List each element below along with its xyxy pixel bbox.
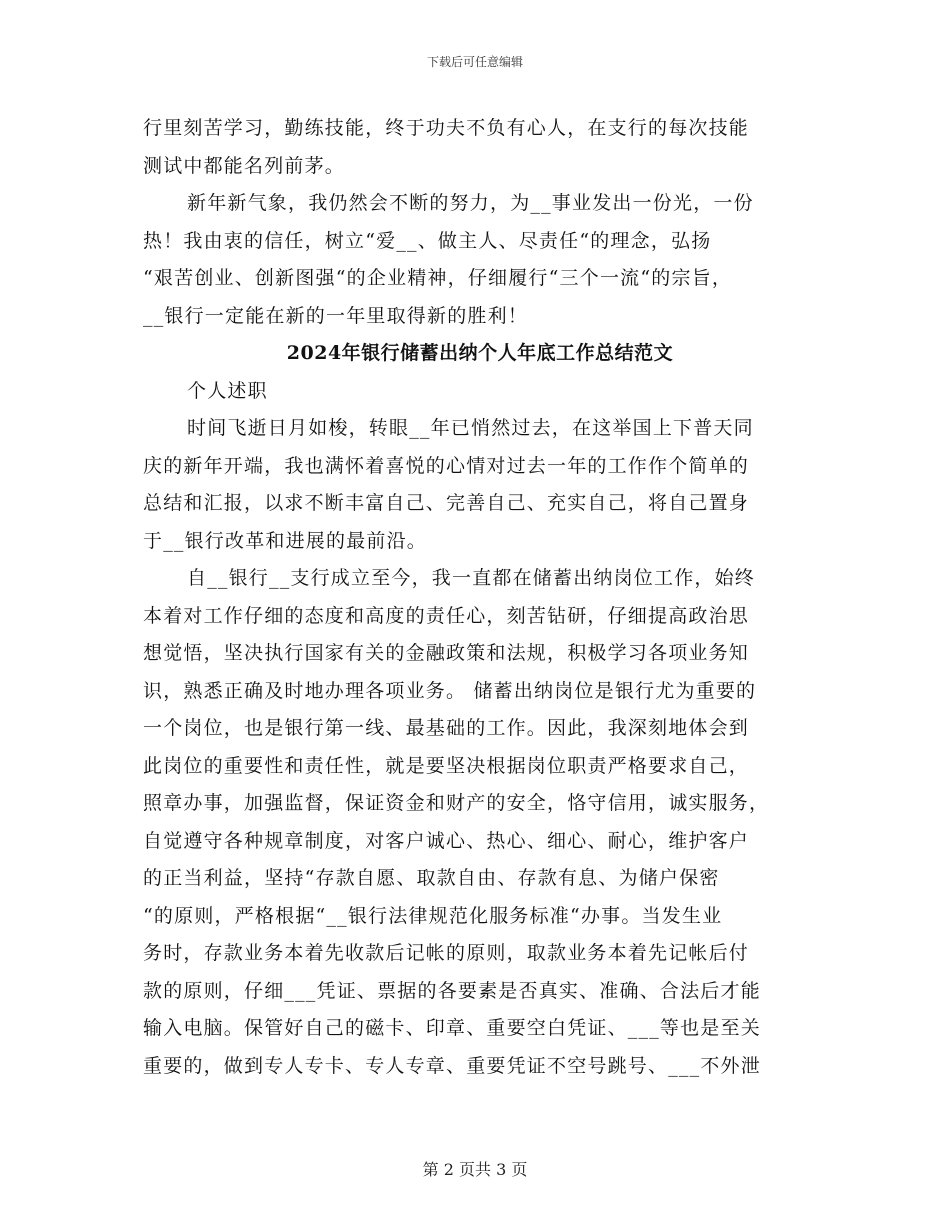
text-line: __银行一定能在新的一年里取得新的胜利！ (143, 304, 529, 327)
text-line: 识，熟悉正确及时地办理各项业务。 储蓄出纳岗位是银行尤为重要的 (143, 679, 757, 702)
text-line: 本着对工作仔细的态度和高度的责任心，刻苦钻研，仔细提高政治思 (143, 604, 750, 627)
text-line: 一个岗位，也是银行第一线、最基础的工作。因此，我深刻地体会到 (143, 717, 750, 739)
text-line: 款的原则，仔细___凭证、票据的各要素是否真实、准确、合法后才能 (143, 979, 761, 1002)
text-line: 自__银行__支行成立至今，我一直都在储蓄出纳岗位工作，始终 (187, 567, 756, 589)
text-line: 此岗位的重要性和责任性，就是要坚决根据岗位职责严格要求自己， (143, 754, 750, 777)
text-line: “艰苦创业、创新图强“的企业精神，仔细履行“三个一流“的宗旨， (143, 267, 733, 289)
text-line: 输入电脑。保管好自己的磁卡、印章、重要空白凭证、___等也是至关 (143, 1017, 761, 1039)
text-line: 想觉悟，坚决执行国家有关的金融政策和法规，积极学习各项业务知 (143, 642, 750, 664)
text-line: 热！我由衷的信任，树立“爱__、做主人、尽责任“的理念，弘扬 (143, 229, 712, 252)
text-line: 测试中都能名列前茅。 (143, 154, 346, 177)
document-body (143, 110, 803, 1085)
text-line: 行里刻苦学习，勤练技能，终于功夫不负有心人，在支行的每次技能 (143, 117, 750, 139)
text-line: 庆的新年开端，我也满怀着喜悦的心情对过去一年的工作作个简单的 (143, 454, 750, 477)
text-line: 重要的，做到专人专卡、专人专章、重要凭证不空号跳号、___不外泄 (143, 1054, 761, 1077)
section-title: 2024年银行储蓄出纳个人年底工作总结范文 (286, 342, 674, 364)
text-line: 于__银行改革和进展的最前沿。 (143, 529, 428, 552)
text-line: 务时，存款业务本着先收款后记帐的原则，取款业务本着先记帐后付 (143, 942, 750, 964)
text-line: 时间飞逝日月如梭，转眼__年已悄然过去，在这举国上下普天同 (187, 417, 754, 439)
page-footer: 第 2 页共 3 页 (422, 1160, 528, 1179)
text-line: 的正当利益，坚持“存款自愿、取款自由、存款有息、为储户保密 (143, 867, 720, 889)
text-line: 总结和汇报，以求不断丰富自己、完善自己、充实自己，将自己置身 (143, 492, 750, 514)
page-header: 下载后可任意编辑 (426, 55, 523, 69)
text-line: 自觉遵守各种规章制度，对客户诚心、热心、细心、耐心，维护客户 (143, 829, 750, 852)
text-line: 新年新气象，我仍然会不断的努力，为__事业发出一份光，一份 (187, 192, 754, 214)
text-line: 照章办事，加强监督，保证资金和财产的安全，恪守信用，诚实服务， (143, 792, 770, 814)
subheading: 个人述职 (187, 379, 268, 402)
text-line: “的原则，严格根据“__银行法律规范化服务标准“办事。当发生业 (143, 904, 723, 927)
